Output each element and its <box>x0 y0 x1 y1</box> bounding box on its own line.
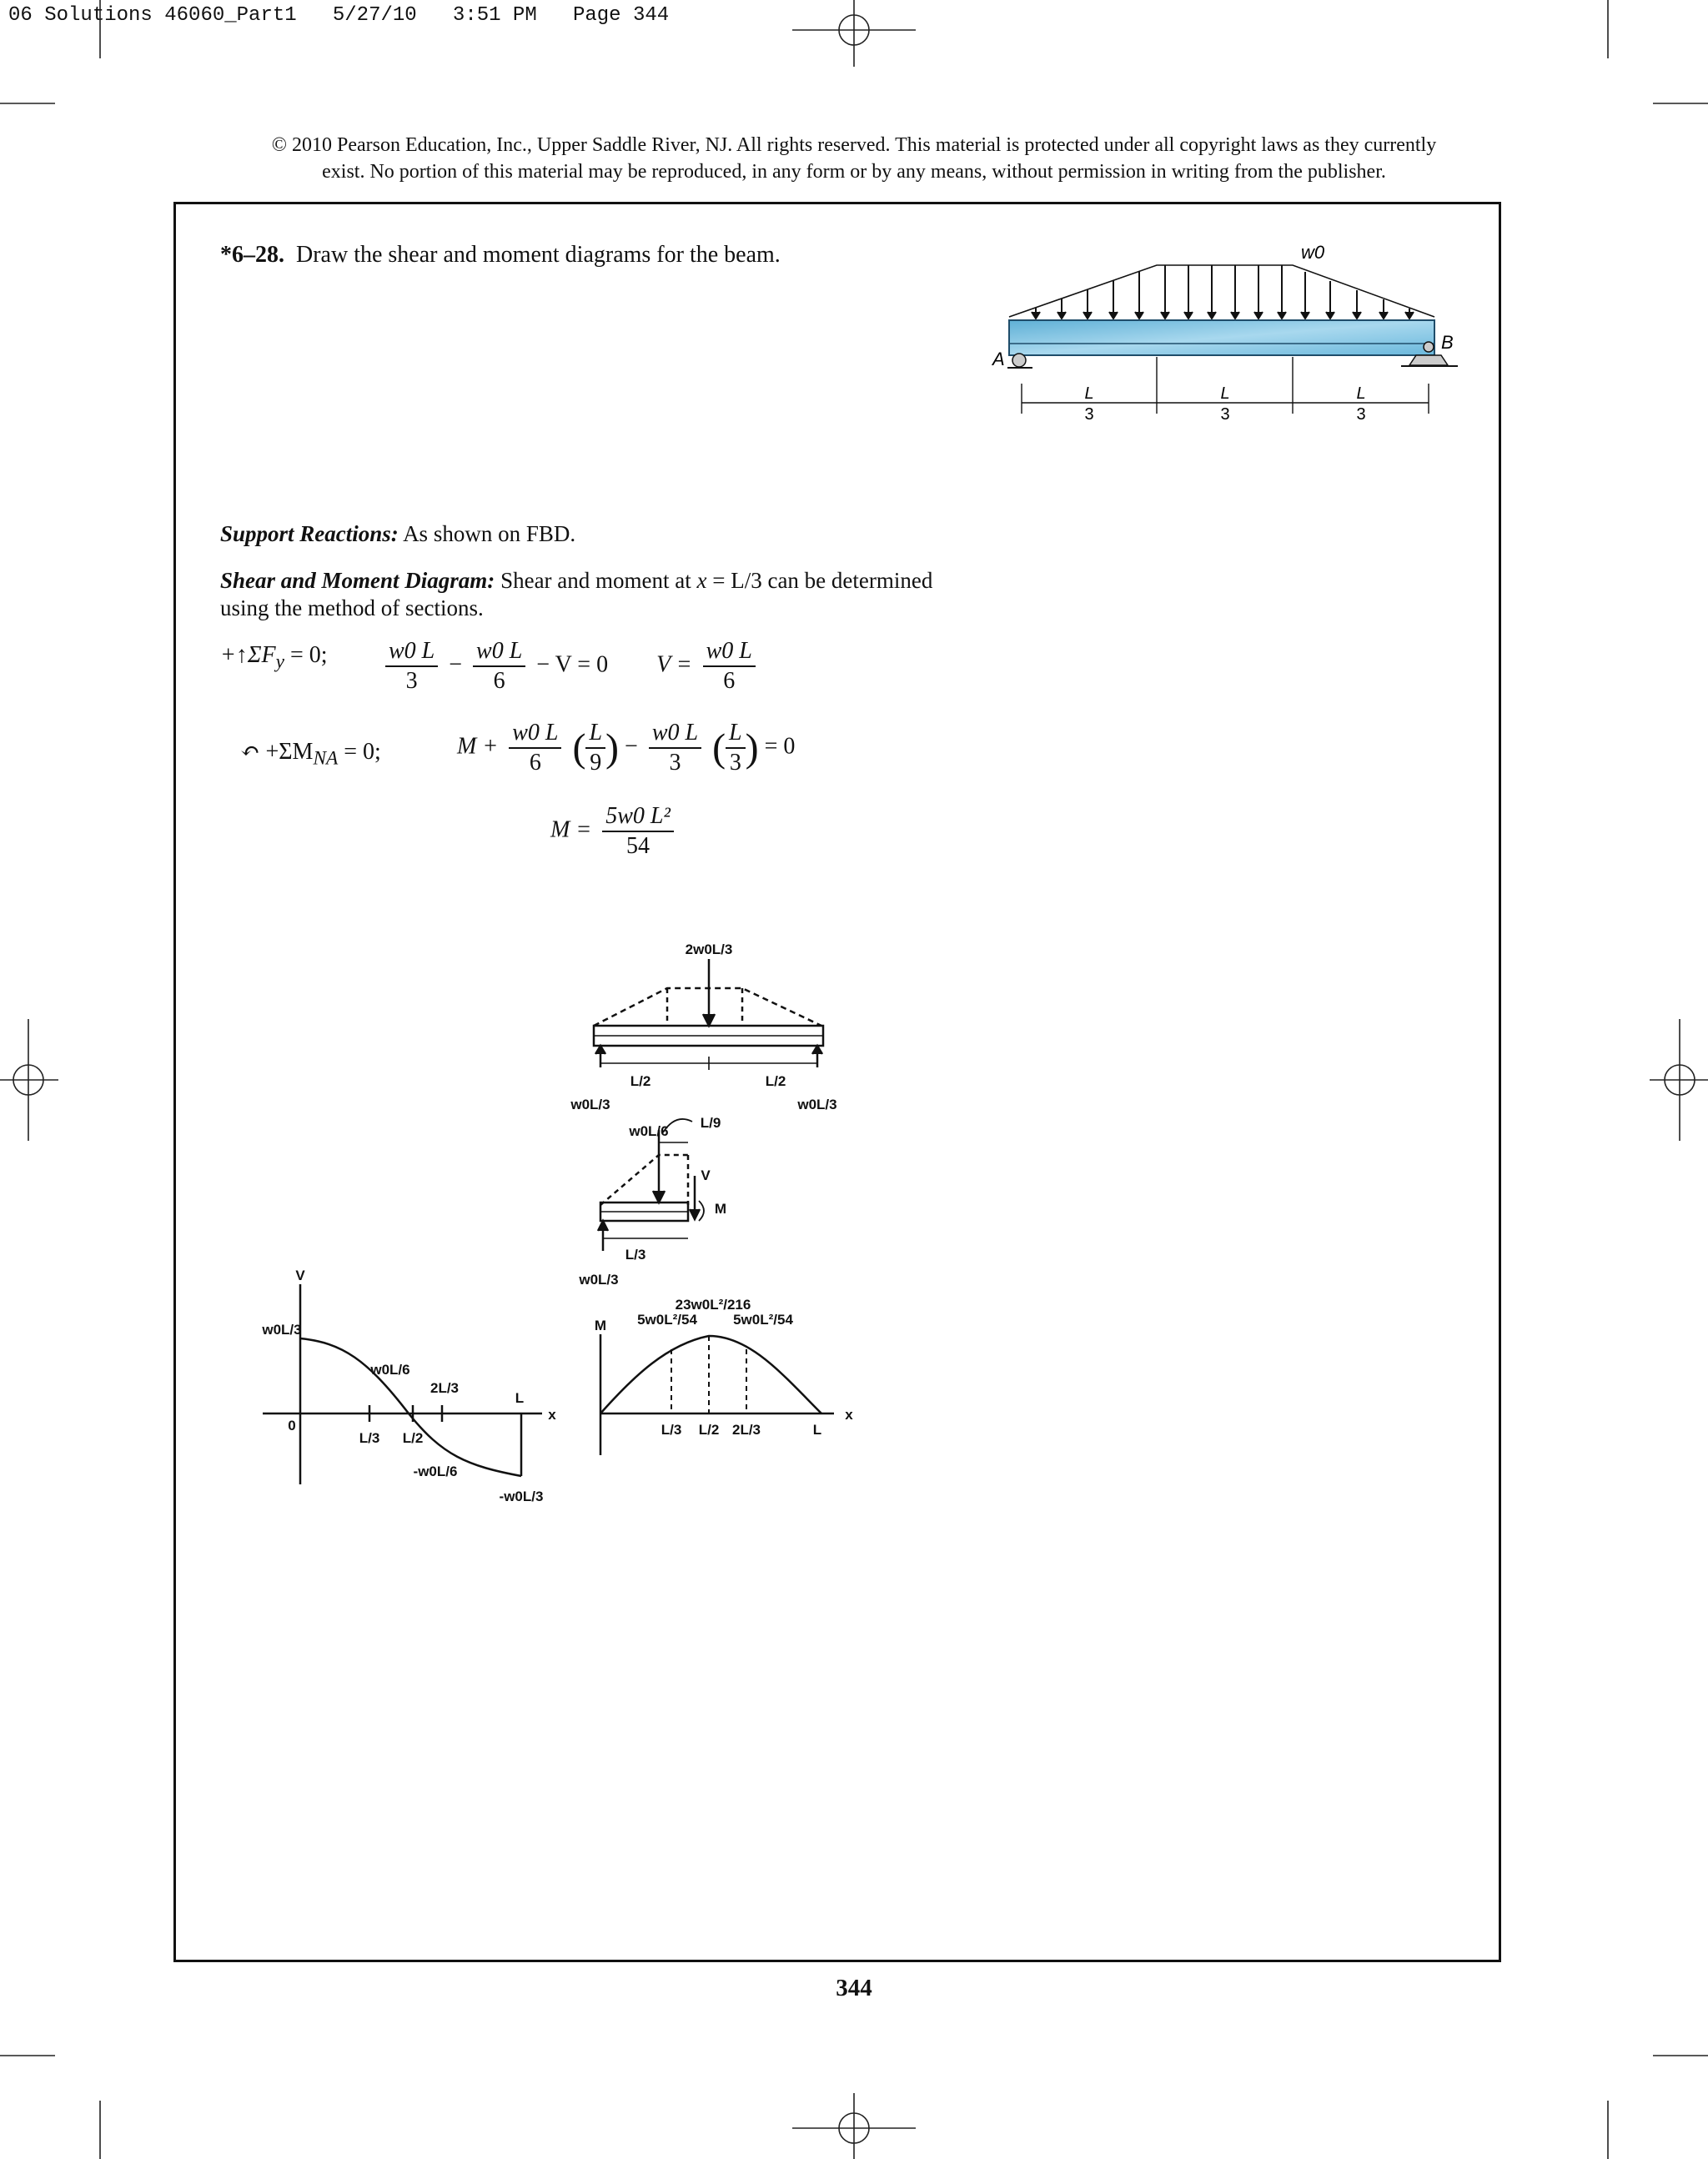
sketch-v: V <box>701 1167 711 1183</box>
support-b-label: B <box>1441 332 1454 353</box>
shear-moment-heading: Shear and Moment Diagram: <box>220 568 495 593</box>
svg-text:3: 3 <box>1084 405 1094 424</box>
problem-text: Draw the shear and moment diagrams for the beam. <box>296 242 781 268</box>
shear-x-label: x <box>548 1407 556 1423</box>
load-arrows <box>1032 265 1414 319</box>
shear-moment-paragraph: Shear and Moment Diagram: Shear and moment at x = L/3 can be determined using the method of sections. <box>220 568 933 620</box>
slug-file: 06 Solutions 46060_Part1 <box>8 4 297 27</box>
shear-end-label: L <box>515 1390 525 1406</box>
moment-tick-two-third: 2L/3 <box>731 1422 761 1438</box>
sketch-section-reaction: w0L/3 <box>579 1272 619 1288</box>
sketch-half-left: L/2 <box>630 1073 651 1089</box>
moment-max-label: 23w0L²/216 <box>675 1297 751 1313</box>
copyright-notice <box>150 132 1558 185</box>
moment-tick-half: L/2 <box>698 1422 720 1438</box>
shear-third-label: w0L/6 <box>370 1362 410 1378</box>
support-a-label: A <box>992 349 1005 369</box>
svg-text:L: L <box>1084 384 1094 403</box>
shear-curve <box>300 1338 521 1476</box>
slug-page: Page 344 <box>572 4 670 27</box>
moment-x-label: x <box>845 1407 853 1423</box>
sketch-third: L/3 <box>625 1247 646 1263</box>
moment-curve <box>600 1336 821 1413</box>
sketch-m: M <box>714 1201 727 1217</box>
load-label: w0 <box>1301 242 1325 263</box>
svg-text:3: 3 <box>1220 405 1230 424</box>
pin-support-b <box>1409 355 1448 365</box>
problem-number: *6–28. <box>220 242 284 268</box>
equation-sum-fy-body: $\frac{w0 L}{3}$ − $\frac{w0 L}{6}$ − V = 0 V = $\frac{w0 L}{6}$ <box>380 637 761 695</box>
slug-time: 3:51 PM <box>452 4 537 27</box>
support-reactions-text: As shown on FBD. <box>403 521 576 546</box>
svg-text:3: 3 <box>1356 405 1366 424</box>
dimension-labels <box>1081 384 1366 424</box>
shear-start-label: w0L/3 <box>262 1322 302 1338</box>
moment-third-label: 5w0L²/54 <box>637 1312 697 1328</box>
sketch-resultant-label: 2w0L/3 <box>685 942 733 957</box>
moment-axis-label: M <box>594 1318 607 1333</box>
beam-figure <box>984 240 1468 432</box>
svg-text:L: L <box>1220 384 1230 403</box>
moment-tick-third: L/3 <box>661 1422 682 1438</box>
problem-statement <box>220 242 781 269</box>
shear-origin-label: 0 <box>288 1418 296 1433</box>
slug-date: 5/27/10 <box>332 4 417 27</box>
shear-end-value: -w0L/3 <box>499 1489 544 1504</box>
moment-tick-L: L <box>812 1422 822 1438</box>
beam <box>1009 320 1434 355</box>
hand-sketch <box>242 942 876 1526</box>
equation-sum-fy: $+↑\Sigma F_y = 0$; <box>220 642 328 673</box>
support-reactions <box>220 520 1021 548</box>
equation-m-result: M = $\frac{\text{5w0 L²}}{54}$ <box>550 802 679 861</box>
support-reactions-heading: Support Reactions: <box>220 521 399 546</box>
sketch-half-right: L/2 <box>765 1073 786 1089</box>
shear-min-label: -w0L/6 <box>413 1464 458 1479</box>
equation-sum-m: ↶ $+\Sigma M_{NA} = 0$; <box>240 739 381 770</box>
sketch-reaction-left: w0L/3 <box>570 1097 610 1112</box>
page-number: 344 <box>836 1975 872 2001</box>
shear-axis-label: V <box>295 1268 305 1283</box>
copyright-line-2: exist. No portion of this material may be reproduced, in any form or by any means, without permission in writing from the publisher. <box>322 161 1386 183</box>
moment-two-third-label: 5w0L²/54 <box>733 1312 793 1328</box>
copyright-line-1: © 2010 Pearson Education, Inc., Upper Saddle River, NJ. All rights reserved. This material is protected under all copyright laws as they currently <box>271 134 1437 156</box>
sketch-section-load: w0L/6 <box>629 1123 669 1139</box>
svg-text:L: L <box>1356 384 1366 403</box>
sketch-arm: L/9 <box>700 1115 721 1131</box>
equation-sum-m-body: M + $\frac{w0 L}{6}$ ( $\frac{L}{9}$ ) − $\frac{w0 L}{3}$ ( $\frac{L}{3}$ ) = 0 <box>457 720 796 776</box>
shear-tick-half: L/2 <box>402 1430 424 1446</box>
roller-support-a <box>1012 354 1026 367</box>
shear-two-third-label: 2L/3 <box>430 1380 460 1396</box>
section-load <box>600 1155 688 1205</box>
shear-tick-third: L/3 <box>359 1430 380 1446</box>
sketch-reaction-right: w0L/3 <box>797 1097 837 1112</box>
